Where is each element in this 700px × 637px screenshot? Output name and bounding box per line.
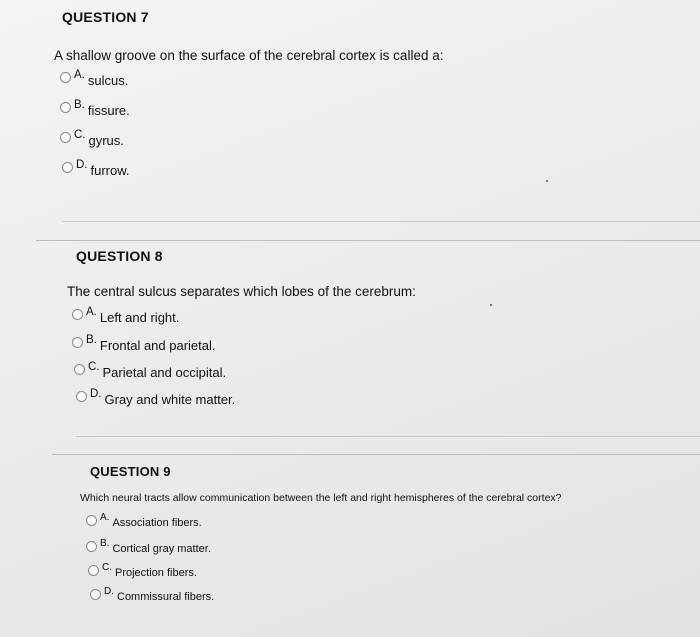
option-letter: D.	[104, 585, 114, 597]
option-text: Projection fibers.	[115, 567, 197, 579]
option-letter: B.	[100, 537, 110, 549]
q8-option-a[interactable]	[72, 305, 180, 325]
option-letter: B.	[86, 333, 97, 346]
radio-button[interactable]	[72, 337, 83, 348]
option-text: Commissural fibers.	[117, 591, 215, 603]
radio-button[interactable]	[60, 132, 71, 143]
q9-option-c[interactable]	[88, 561, 197, 579]
option-text: sulcus.	[87, 73, 129, 88]
option-letter: A.	[100, 511, 110, 523]
radio-button[interactable]	[62, 162, 73, 173]
radio-button[interactable]	[90, 589, 101, 600]
option-letter: B.	[74, 98, 85, 111]
option-letter: A.	[74, 68, 85, 81]
q7-option-c[interactable]	[60, 128, 124, 148]
question-8-prompt: The central sulcus separates which lobes of the cerebrum:	[67, 284, 416, 299]
option-letter: D.	[90, 387, 102, 400]
q9-option-a[interactable]	[86, 511, 202, 529]
q7-option-d[interactable]	[62, 158, 130, 178]
option-text: gyrus.	[88, 133, 124, 148]
radio-button[interactable]	[60, 72, 71, 83]
option-text: Frontal and parietal.	[99, 338, 216, 353]
q9-option-b[interactable]	[86, 537, 211, 555]
radio-button[interactable]	[72, 309, 83, 320]
option-letter: C.	[74, 128, 86, 141]
option-text: Gray and white matter.	[104, 392, 236, 407]
question-9-title: QUESTION 9	[90, 464, 171, 479]
radio-button[interactable]	[76, 391, 87, 402]
q8-option-d[interactable]	[76, 387, 236, 407]
option-text: furrow.	[90, 163, 130, 178]
question-divider	[36, 240, 700, 241]
q7-option-a[interactable]	[60, 68, 129, 88]
question-9-prompt: Which neural tracts allow communication between the left and right hemispheres of the cerebral cortex?	[80, 492, 562, 504]
q7-option-b[interactable]	[60, 98, 130, 118]
option-letter: A.	[86, 305, 97, 318]
question-divider	[76, 436, 700, 437]
option-text: fissure.	[87, 103, 130, 118]
option-letter: D.	[76, 158, 88, 171]
option-text: Parietal and occipital.	[102, 365, 227, 380]
q8-option-b[interactable]	[72, 333, 216, 353]
radio-button[interactable]	[74, 364, 85, 375]
option-letter: C.	[88, 360, 100, 373]
option-text: Cortical gray matter.	[112, 543, 211, 555]
question-7-prompt: A shallow groove on the surface of the cerebral cortex is called a:	[54, 48, 444, 63]
q9-option-d[interactable]	[90, 585, 215, 603]
stray-mark	[546, 180, 548, 182]
option-text: Association fibers.	[112, 517, 202, 529]
question-7-title: QUESTION 7	[62, 9, 149, 25]
option-text: Left and right.	[99, 310, 180, 325]
question-divider	[62, 221, 700, 222]
question-8-title: QUESTION 8	[76, 248, 163, 264]
option-letter: C.	[102, 561, 112, 573]
question-divider	[52, 454, 700, 455]
q8-option-c[interactable]	[74, 360, 227, 380]
radio-button[interactable]	[60, 102, 71, 113]
radio-button[interactable]	[86, 541, 97, 552]
radio-button[interactable]	[86, 515, 97, 526]
radio-button[interactable]	[88, 565, 99, 576]
stray-mark	[490, 304, 492, 306]
